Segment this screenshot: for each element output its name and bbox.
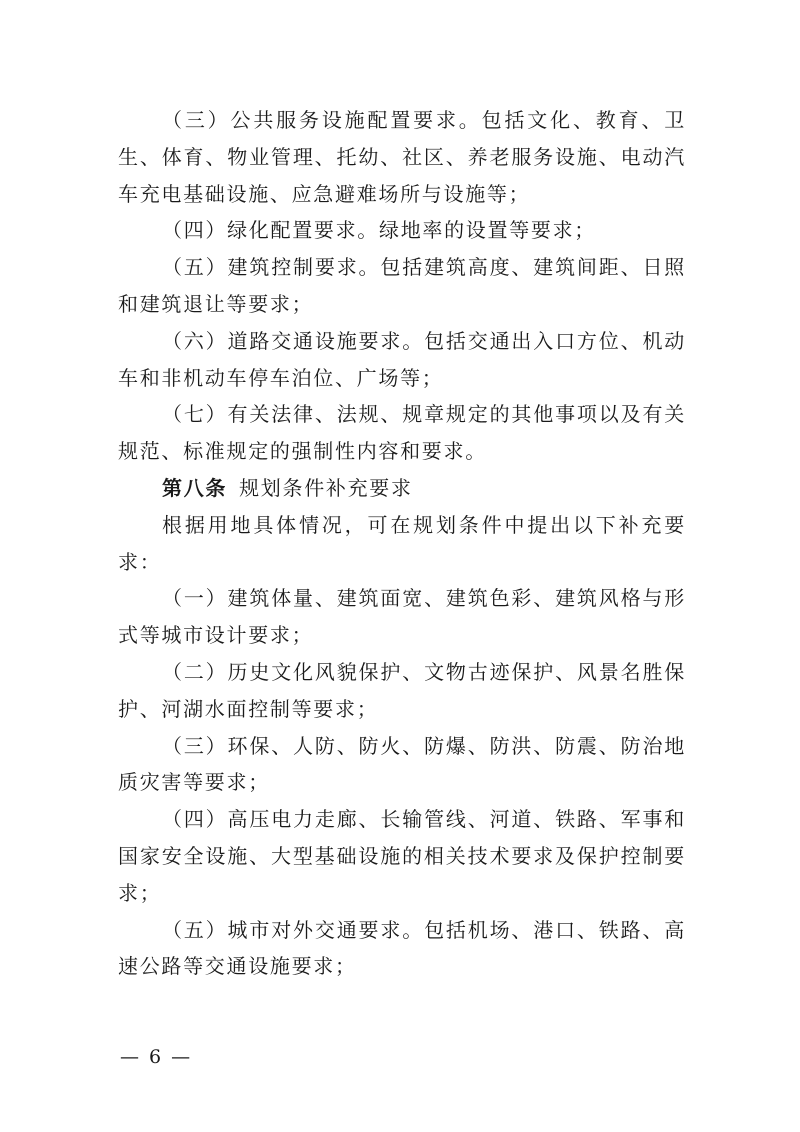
item-infrastructure-protection: （四）高压电力走廊、长输管线、河道、铁路、军事和国家安全设施、大型基础设施的相关技术要求及保护控制要求； [118,807,686,905]
paragraph-public-service: （三）公共服务设施配置要求。包括文化、教育、卫生、体育、物业管理、托幼、社区、养老服务设施、电动汽车充电基础设施、应急避难场所与设施等； [118,108,686,206]
paragraph-building-control: （五）建筑控制要求。包括建筑高度、建筑间距、日照和建筑退让等要求； [118,255,686,316]
article-intro: 根据用地具体情况，可在规划条件中提出以下补充要求： [118,512,686,574]
paragraph-greening: （四）绿化配置要求。绿地率的设置等要求； [162,218,596,243]
item-urban-design: （一）建筑体量、建筑面宽、建筑色彩、建筑风格与形式等城市设计要求； [118,586,686,648]
page-number: — 6 — [120,1046,193,1068]
article-title: 规划条件补充要求 [239,475,413,500]
item-heritage-protection: （二）历史文化风貌保护、文物古迹保护、风景名胜保护、河湖水面控制等要求； [118,659,686,721]
document-body [118,102,686,985]
item-disaster-prevention: （三）环保、人防、防火、防爆、防洪、防震、防治地质灾害等要求； [118,733,686,795]
paragraph-other-matters: （七）有关法律、法规、规章规定的其他事项以及有关规范、标准规定的强制性内容和要求。 [118,402,686,464]
article-heading [118,470,686,507]
paragraph-road-traffic: （六）道路交通设施要求。包括交通出入口方位、机动车和非机动车停车泊位、广场等； [118,328,686,390]
item-external-transport: （五）城市对外交通要求。包括机场、港口、铁路、高速公路等交通设施要求； [118,917,686,979]
article-number: 第八条 [162,475,228,500]
